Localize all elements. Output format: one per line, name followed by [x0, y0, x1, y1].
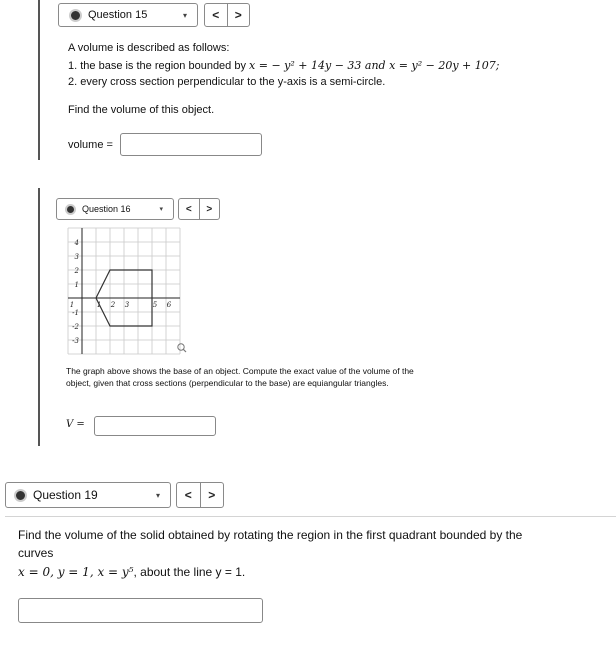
x-tick-label: 1	[96, 301, 102, 309]
magnify-icon[interactable]	[178, 344, 186, 352]
q15-line2: 2. every cross section perpendicular to the y-axis is a semi-circle.	[68, 76, 386, 88]
q16-next-button[interactable]: >	[199, 199, 220, 219]
q16-question-selector[interactable]	[56, 198, 174, 220]
q15-line1-prefix: 1. the base is the region bounded by	[68, 60, 250, 72]
q19-prev-button[interactable]: <	[184, 488, 192, 502]
q16-prev-button[interactable]: <	[185, 203, 192, 215]
q15-intro: A volume is described as follows:	[68, 42, 230, 54]
q19-line2: curves	[18, 546, 54, 560]
q16-selector-label: Question 16	[82, 204, 131, 214]
q16-description-line1: The graph above shows the base of an object. Compute the exact value of the volume of the	[66, 366, 414, 376]
q15-volume-input[interactable]	[120, 133, 262, 156]
q19-selector-label: Question 19	[33, 488, 98, 502]
q19-line1: Find the volume of the solid obtained by rotating the region in the first quadrant bounded by the	[18, 528, 523, 542]
q15-nav	[204, 3, 250, 27]
q19-line3-math: x = 0, y = 1, x = y⁵	[18, 565, 134, 579]
q15-question-selector[interactable]	[58, 3, 198, 27]
q19-nav	[176, 482, 224, 508]
q19-answer-input[interactable]	[18, 598, 263, 623]
chevron-down-icon: ▾	[182, 10, 187, 20]
q15-prev-button[interactable]: <	[212, 8, 220, 22]
x-tick-label: 3	[124, 301, 130, 309]
q16-description-line2: object, given that cross sections (perpendicular to the base) are equiangular triangles.	[66, 378, 389, 388]
q19-status-dot-icon	[14, 489, 27, 502]
q16-status-dot-icon	[65, 204, 76, 215]
chevron-down-icon: ▾	[159, 206, 163, 213]
q16-graph	[58, 225, 198, 355]
y-tick-label: 4	[74, 239, 79, 247]
q15-selector-label: Question 15	[88, 9, 148, 21]
chevron-down-icon: ▾	[155, 490, 160, 500]
q15-status-dot-icon	[69, 9, 82, 22]
x-tick-label: 5	[152, 301, 158, 309]
q16-nav	[178, 198, 220, 220]
q15-answer-label: volume =	[68, 139, 113, 151]
y-tick-label: 2	[74, 267, 79, 275]
graph-labels	[70, 239, 172, 345]
y-tick-label: -1	[72, 309, 79, 317]
q16-volume-input[interactable]	[94, 416, 216, 436]
q15-prompt: Find the volume of this object.	[68, 104, 215, 116]
q19-question-selector[interactable]	[5, 482, 171, 508]
origin-label: 1	[69, 301, 75, 309]
q15-line1	[68, 59, 499, 72]
graph-grid	[68, 228, 180, 354]
x-tick-label: 2	[110, 301, 116, 309]
y-tick-label: -2	[72, 323, 79, 331]
q19-line3	[18, 565, 245, 579]
q15-line1-math: x = − y² + 14y − 33 and x = y² − 20y + 107;	[249, 59, 500, 72]
x-tick-label: 6	[166, 301, 172, 309]
y-tick-label: -3	[72, 337, 79, 345]
q16-left-bar	[38, 188, 40, 446]
q16-answer-label: V =	[66, 419, 85, 430]
q19-next-button[interactable]: >	[200, 483, 224, 507]
q19-line3-rest: , about the line y = 1.	[133, 565, 246, 579]
q15-next-button[interactable]: >	[227, 4, 250, 26]
q15-left-bar	[38, 0, 40, 160]
y-tick-label: 3	[74, 253, 79, 261]
q19-divider	[5, 516, 616, 517]
y-tick-label: 1	[74, 281, 79, 289]
